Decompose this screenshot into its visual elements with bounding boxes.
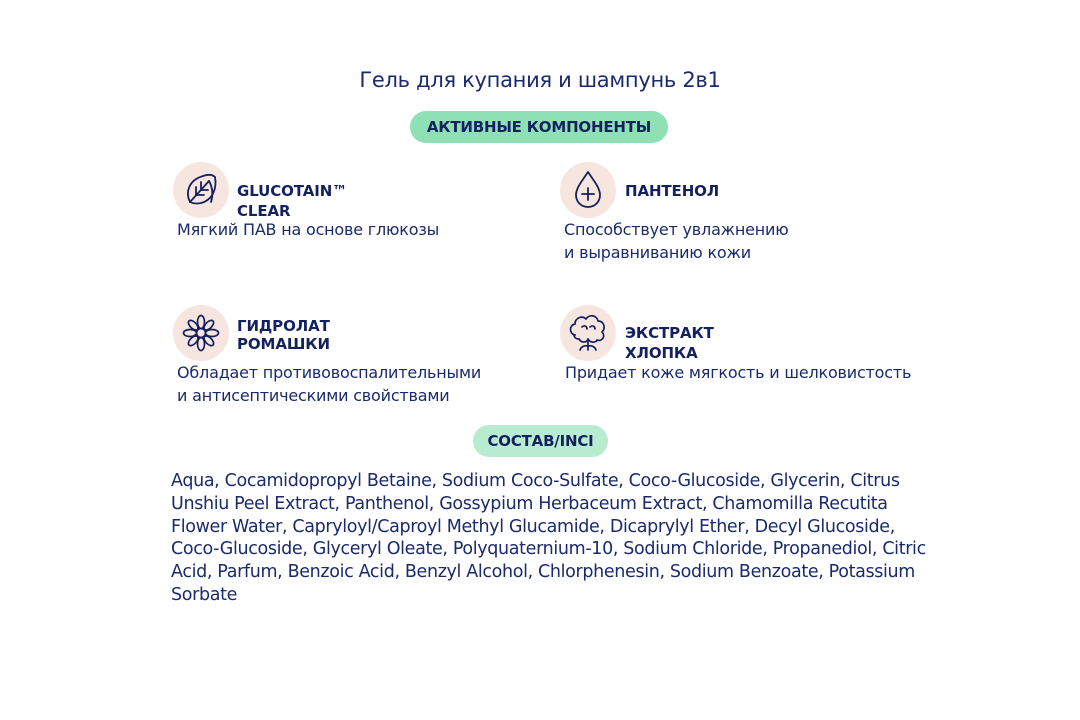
component-description: и выравниванию кожи: [564, 243, 751, 262]
component-description: Придает коже мягкость и шелковистость: [565, 363, 912, 382]
component-description: Обладает противовоспалительными: [177, 363, 482, 382]
product-title: Гель для купания и шампунь 2в1: [359, 68, 721, 92]
component-description: и антисептическими свойствами: [177, 386, 450, 405]
component-name: РОМАШКИ: [237, 335, 330, 353]
component-description: Мягкий ПАВ на основе глюкозы: [177, 220, 440, 239]
leaf-icon: [173, 162, 229, 218]
inci-ingredients-text: Aqua, Cocamidopropyl Betaine, Sodium Coco-Sulfate, Coco-Glucoside, Glycerin, Citrus Unshiu Peel Extract, Panthenol, Gossypium Herbaceum Extract, Chamomilla Recutita Flower Water, Capryloyl/Caproyl Methyl Glucamide, Dicaprylyl Ether, Decyl Glucoside, Coco-Glucoside, Glyceryl Oleate, Polyquaternium-10, Sodium Chloride, Propanediol, Citric Acid, Parfum, Benzoic Acid, Benzyl Alcohol, Chlorphenesin, Sodium Benzoate, Potassium Sorbate: [171, 471, 926, 605]
flower-icon: [173, 305, 229, 361]
component-name: ПАНТЕНОЛ: [625, 182, 720, 200]
inci-badge: СОСТАВ/INCI: [473, 425, 608, 457]
component-name: ГИДРОЛАТ: [237, 317, 330, 335]
droplet-plus-icon: [560, 162, 616, 218]
cotton-icon: [560, 305, 616, 361]
component-name: ЭКСТРАКТ ХЛОПКА: [625, 324, 714, 362]
active-components-badge: АКТИВНЫЕ КОМПОНЕНТЫ: [410, 111, 668, 143]
component-description: Способствует увлажнению: [564, 220, 789, 239]
component-name: GLUCOTAIN™ CLEAR: [237, 182, 348, 220]
